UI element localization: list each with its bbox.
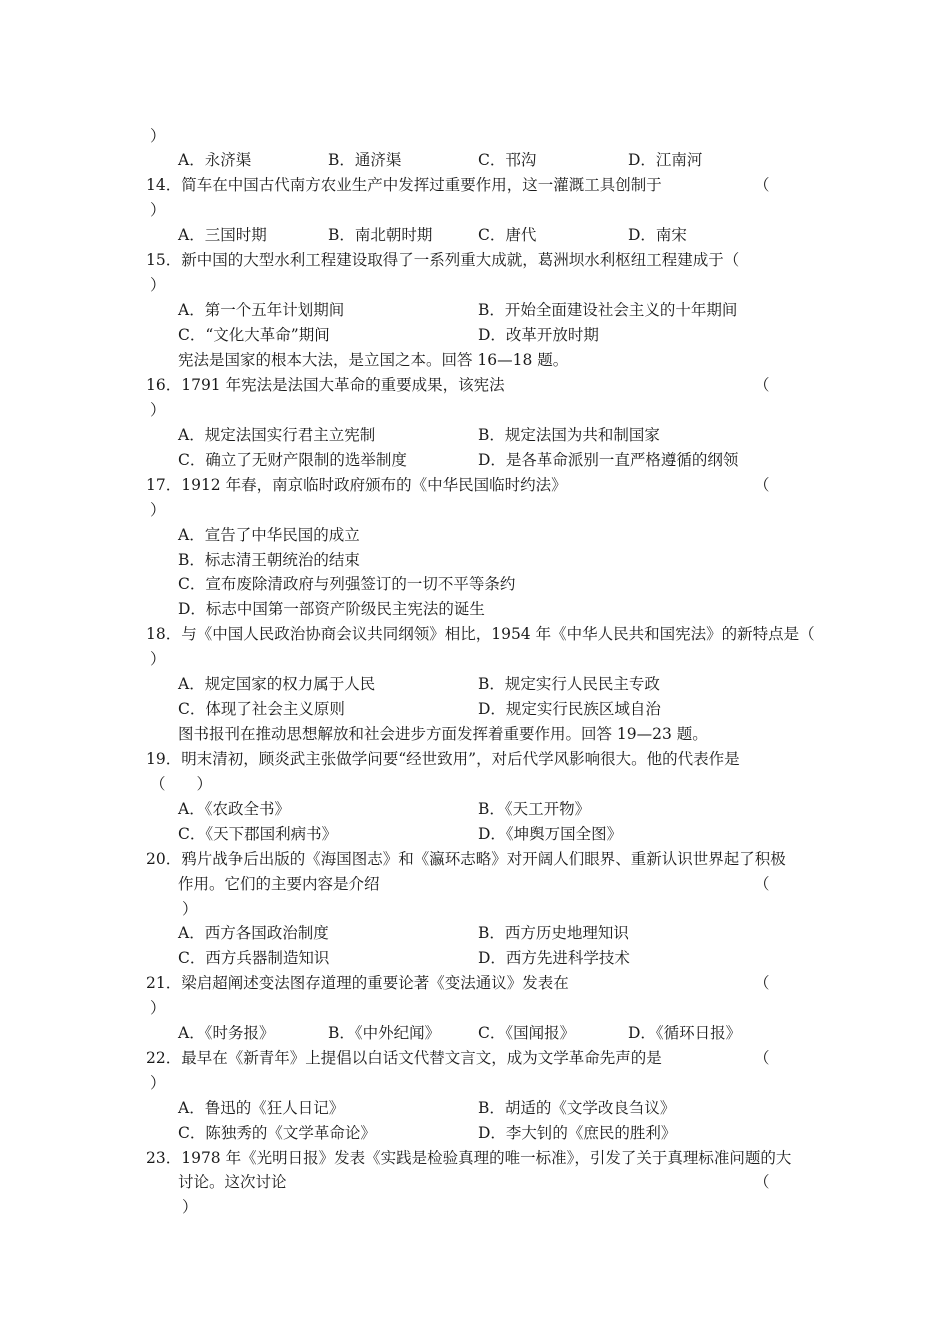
option-d: D．李大钊的《庶民的胜利》 xyxy=(478,1124,677,1142)
option-b: B．开始全面建设社会主义的十年期间 xyxy=(478,301,738,319)
option-c: C．确立了无财产限制的选举制度 xyxy=(178,451,407,469)
question-20: 20．鸦片战争后出版的《海国图志》和《瀛环志略》对开阔人们眼界、重新认识世界起了积极 xyxy=(146,850,786,868)
option-d: D．江南河 xyxy=(628,151,703,169)
answer-paren: （ ） xyxy=(150,775,213,793)
paren-close: ） xyxy=(150,127,166,145)
option-a: A．三国时期 xyxy=(178,226,267,244)
option-b: B．《天工开物》 xyxy=(478,800,591,818)
question-23: 23．1978 年《光明日报》发表《实践是检验真理的唯一标准》，引发了关于真理标准问题的大 xyxy=(146,1149,792,1167)
paren-open: （ xyxy=(754,376,770,394)
option-c: C．“文化大革命”期间 xyxy=(178,326,330,344)
option-d: D．《循环日报》 xyxy=(628,1024,742,1042)
option-b: B．规定法国为共和制国家 xyxy=(478,426,660,444)
question-19: 19．明末清初，顾炎武主张做学问要“经世致用”，对后代学风影响很大。他的代表作是 xyxy=(146,750,740,768)
option-b: B．南北朝时期 xyxy=(328,226,433,244)
option-d: D．规定实行民族区域自治 xyxy=(478,700,661,718)
section-intro: 宪法是国家的根本大法，是立国之本。回答 16—18 题。 xyxy=(178,351,569,369)
option-a: A．宣告了中华民国的成立 xyxy=(178,526,360,544)
option-c: C．体现了社会主义原则 xyxy=(178,700,345,718)
paren-open: （ xyxy=(754,176,770,194)
option-b: B．胡适的《文学改良刍议》 xyxy=(478,1099,676,1117)
paren-close: ） xyxy=(150,999,166,1017)
question-17: 17．1912 年春，南京临时政府颁布的《中华民国临时约法》 xyxy=(146,476,567,494)
option-d: D．改革开放时期 xyxy=(478,326,599,344)
option-d: D．南宋 xyxy=(628,226,687,244)
option-a: A．西方各国政治制度 xyxy=(178,924,329,942)
option-a: A．鲁迅的《狂人日记》 xyxy=(178,1099,345,1117)
paren-open: （ xyxy=(754,1173,770,1191)
paren-close: ） xyxy=(150,1074,166,1092)
option-a: A．规定国家的权力属于人民 xyxy=(178,675,376,693)
option-c: C．《国闻报》 xyxy=(478,1024,576,1042)
paren-open: （ xyxy=(754,1049,770,1067)
option-c: C．陈独秀的《文学革命论》 xyxy=(178,1124,376,1142)
option-d: D．标志中国第一部资产阶级民主宪法的诞生 xyxy=(178,600,485,618)
question-22: 22．最早在《新青年》上提倡以白话文代替文言文，成为文学革命先声的是 xyxy=(146,1049,662,1067)
option-d: D．《坤舆万国全图》 xyxy=(478,825,623,843)
question-21: 21．梁启超阐述变法图存道理的重要论著《变法通议》发表在 xyxy=(146,974,569,992)
option-c: C．唐代 xyxy=(478,226,537,244)
option-b: B．标志清王朝统治的结束 xyxy=(178,551,360,569)
paren-close: ） xyxy=(150,501,166,519)
option-a: A．永济渠 xyxy=(178,151,252,169)
option-c: C．宣布废除清政府与列强签订的一切不平等条约 xyxy=(178,575,516,593)
paren-close: ） xyxy=(150,276,166,294)
question-14: 14．简车在中国古代南方农业生产中发挥过重要作用，这一灌溉工具创制于 xyxy=(146,176,662,194)
question-18: 18．与《中国人民政治协商会议共同纲领》相比，1954 年《中华人民共和国宪法》的新特点是（ xyxy=(146,625,815,643)
option-a: A．规定法国实行君主立宪制 xyxy=(178,426,376,444)
option-b: B．通济渠 xyxy=(328,151,402,169)
option-a: A．《时务报》 xyxy=(178,1024,275,1042)
question-20-cont: 作用。它们的主要内容是介绍 xyxy=(178,875,380,893)
option-d: D．是各革命派别一直严格遵循的纲领 xyxy=(478,451,739,469)
option-a: A．第一个五年计划期间 xyxy=(178,301,345,319)
option-b: B．规定实行人民民主专政 xyxy=(478,675,660,693)
question-23-cont: 讨论。这次讨论 xyxy=(178,1173,287,1191)
paren-open: （ xyxy=(754,476,770,494)
option-c: C．《天下郡国利病书》 xyxy=(178,825,338,843)
paren-close: ） xyxy=(150,650,166,668)
option-a: A．《农政全书》 xyxy=(178,800,290,818)
option-b: B．《中外纪闻》 xyxy=(328,1024,441,1042)
option-c: C．邗沟 xyxy=(478,151,537,169)
paren-close: ） xyxy=(150,201,166,219)
paren-close: ） xyxy=(150,401,166,419)
paren-open: （ xyxy=(754,875,770,893)
option-d: D．西方先进科学技术 xyxy=(478,949,630,967)
paren-close: ） xyxy=(182,1198,198,1216)
option-b: B．西方历史地理知识 xyxy=(478,924,629,942)
question-16: 16．1791 年宪法是法国大革命的重要成果，该宪法 xyxy=(146,376,505,394)
paren-close: ） xyxy=(182,900,198,918)
option-c: C．西方兵器制造知识 xyxy=(178,949,330,967)
section-intro: 图书报刊在推动思想解放和社会进步方面发挥着重要作用。回答 19—23 题。 xyxy=(178,725,708,743)
question-15: 15．新中国的大型水利工程建设取得了一系列重大成就，葛洲坝水利枢纽工程建成于（ xyxy=(146,251,740,269)
paren-open: （ xyxy=(754,974,770,992)
